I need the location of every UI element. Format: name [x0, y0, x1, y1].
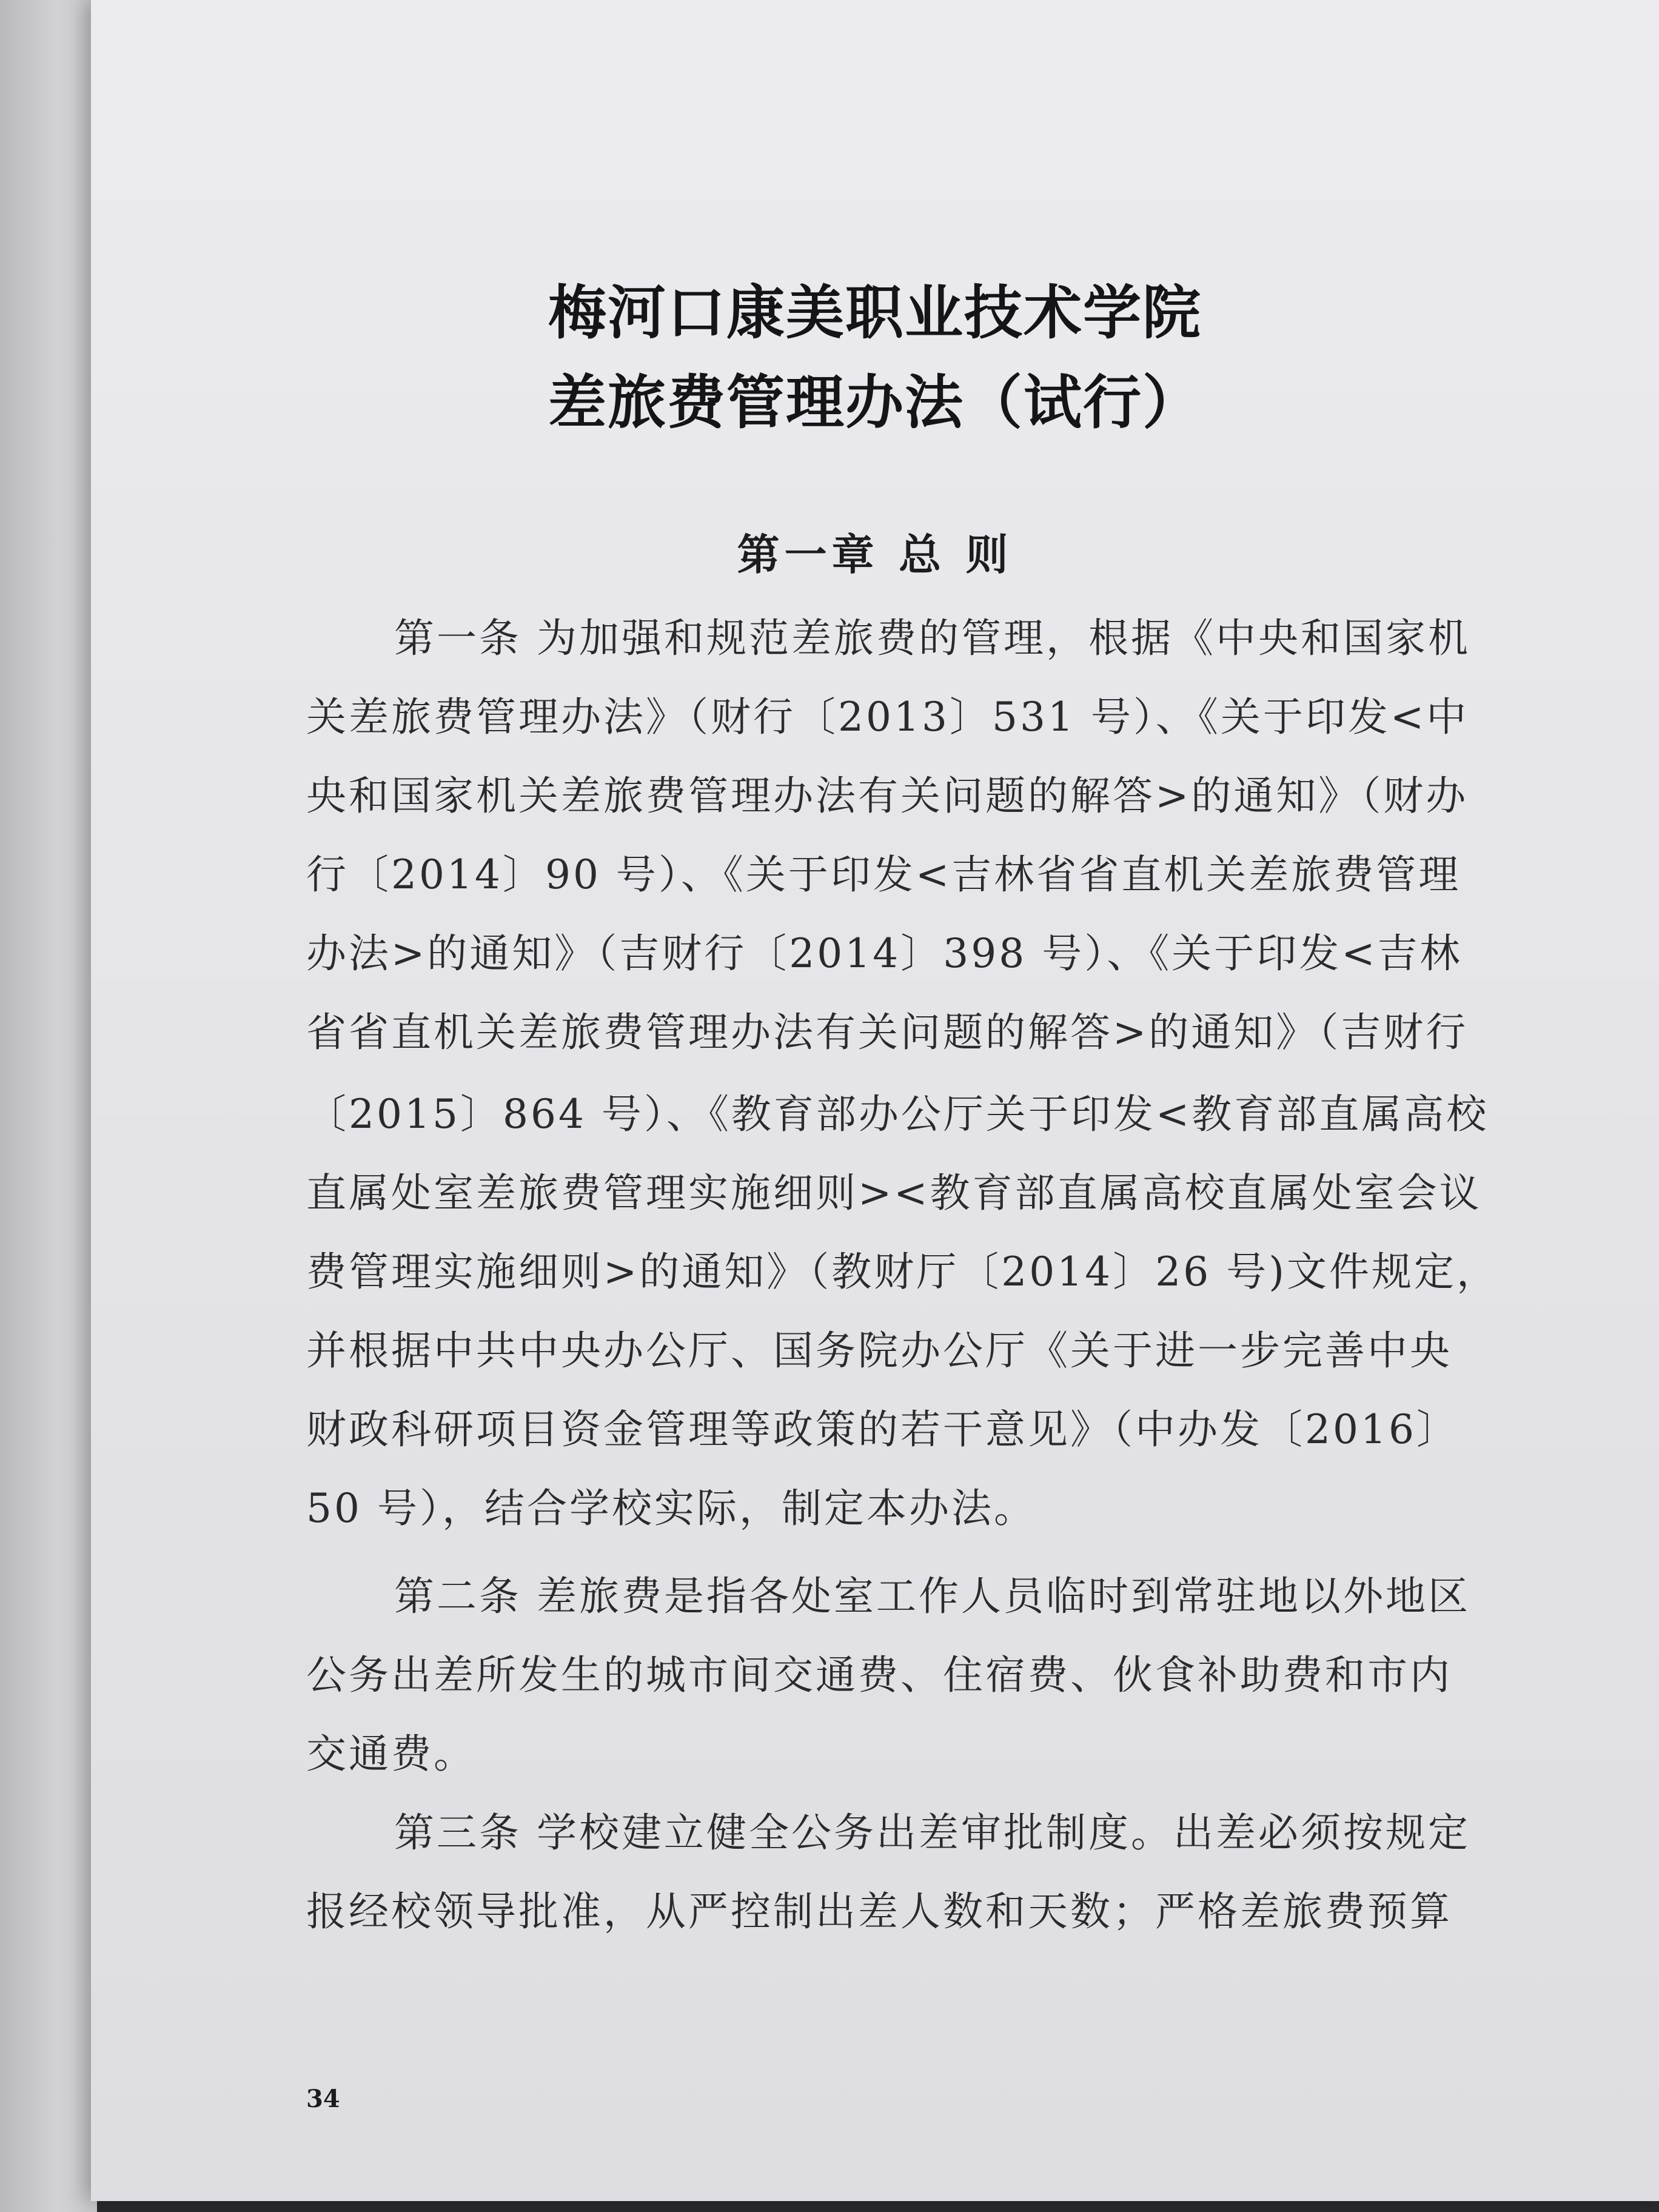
article-1-line: 省省直机关差旅费管理办法有关问题的解答>的通知》（吉财行	[306, 1009, 1469, 1056]
page-number: 34	[306, 2085, 340, 2113]
article-1-line: 并根据中共中央办公厅、国务院办公厅《关于进一步完善中央	[306, 1327, 1452, 1374]
article-3-line: 第三条 学校建立健全公务出差审批制度。出差必须按规定	[394, 1809, 1470, 1856]
article-1-line: 关差旅费管理办法》（财行〔2013〕531 号）、《关于印发<中	[306, 694, 1469, 740]
document-title-line1: 梅河口康美职业技术学院	[548, 278, 1202, 347]
article-1-line: 50 号），结合学校实际，制定本办法。	[306, 1485, 1036, 1532]
article-2-line: 第二条 差旅费是指各处室工作人员临时到常驻地以外地区	[394, 1573, 1470, 1620]
document-page	[91, 0, 1659, 2201]
article-3-line: 报经校领导批准，从严控制出差人数和天数；严格差旅费预算	[306, 1888, 1452, 1935]
article-2-line: 交通费。	[306, 1731, 476, 1777]
left-page-edge	[0, 0, 97, 2212]
article-1-line: 行〔2014〕90 号）、《关于印发<吉林省省直机关差旅费管理	[306, 851, 1461, 898]
document-title-line2: 差旅费管理办法（试行）	[548, 368, 1202, 437]
article-1-line: 办法>的通知》（吉财行〔2014〕398 号）、《关于印发<吉林	[306, 930, 1463, 977]
article-1-line: 直属处室差旅费管理实施细则><教育部直属高校直属处室会议	[306, 1170, 1482, 1216]
article-1-line: 第一条 为加强和规范差旅费的管理，根据《中央和国家机	[394, 615, 1470, 662]
article-2-line: 公务出差所发生的城市间交通费、住宿费、伙食补助费和市内	[306, 1652, 1452, 1698]
chapter-heading: 第一章 总 则	[737, 530, 1013, 580]
article-1-line: 财政科研项目资金管理等政策的若干意见》（中办发〔2016〕	[306, 1406, 1459, 1453]
article-1-line: 〔2015〕864 号）、《教育部办公厅关于印发<教育部直属高校	[306, 1091, 1489, 1138]
article-1-line: 央和国家机关差旅费管理办法有关问题的解答>的通知》（财办	[306, 773, 1469, 819]
article-1-line: 费管理实施细则>的通知》（教财厅〔2014〕26 号)文件规定，	[306, 1248, 1499, 1295]
